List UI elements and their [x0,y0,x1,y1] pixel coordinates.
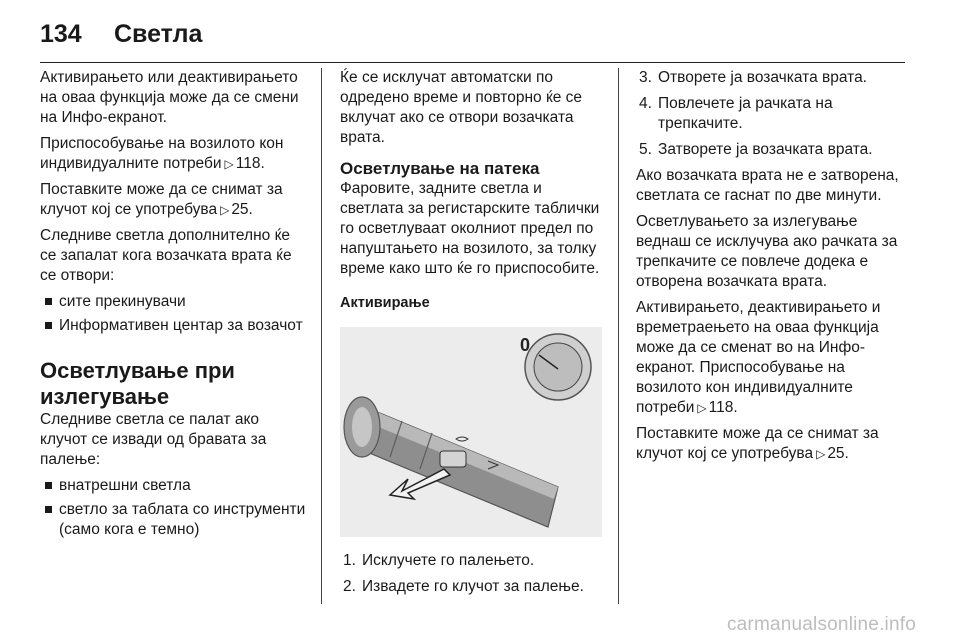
list-item: 1. Исклучете го палењето. [343,552,535,569]
bullet-square-icon [45,298,52,305]
page-ref-arrow-icon: ▷ [697,401,707,415]
bullet-square-icon [45,482,52,489]
lever-knob-face [352,407,372,447]
list-item: Информативен центар за возачот [40,316,308,336]
page-ref-arrow-icon: ▷ [220,203,230,217]
figure-label: 0 [520,335,531,355]
bullet-square-icon [45,322,52,329]
subsection-heading: Активирање [340,295,430,311]
paragraph: Фаровите, задните светла и светлата за регистарските таблички го осветлуваат околниот предел по напуштањето на возилото, за толку време како што ќе го приспособите. [340,180,600,277]
zoom-inset-inner [534,343,582,391]
page-number: 134 [40,20,82,48]
page-header [40,14,905,63]
column-divider-2 [618,68,619,604]
paragraph: Ако возачката врата не е затворена, светлата се гаснат по две минути. [636,167,899,204]
list-item: 4. Повлечете ја рачката на трепкачите. [639,95,833,132]
paragraph-with-ref: Активирањето, деактивирањето и времетраењето на оваа функција може да се сменат во на Инфо-екранот. Приспособување на возилото кон индивидуалните потреби ▷ 118. [636,299,881,416]
paragraph: Следниве светла дополнително ќе се запалат кога возачката врата ќе се отвори: [40,227,292,284]
bullet-list [40,292,308,336]
list-item: светло за таблата со инструменти (само кога е темно) [40,500,308,540]
list-item: внатрешни светла [40,476,308,496]
column-divider-1 [321,68,322,604]
section-heading: Осветлување при излегување [40,358,235,409]
page-ref-link[interactable]: 118. [708,399,738,416]
paragraph: Ќе се исклучат автоматски по одредено време и повторно ќе се вклучат ако се отвори возачката врата. [340,69,583,146]
bullet-list [40,476,308,540]
stalk-illustration [340,327,602,537]
page-ref-link[interactable]: 25. [231,201,253,218]
paragraph-with-ref: Поставките може да се снимат за клучот кој се употребува ▷ 25. [636,425,879,462]
paragraph: Осветлувањето за излегување веднаш се исклучува ако рачката за трепкачите се повлече додека е отворена возачката врата. [636,213,898,290]
section-title: Светла [114,20,203,48]
column-3 [636,68,908,470]
section-heading: Осветлување на патека [340,159,540,178]
page-ref-link[interactable]: 118. [235,155,265,172]
paragraph: Следниве светла се палат ако клучот се извади од бравата за палење: [40,411,267,468]
column-2 [340,68,608,603]
lever-button [440,451,466,467]
list-item: 5. Затворете ја возачката врата. [639,141,873,158]
page-ref-arrow-icon: ▷ [816,447,826,461]
paragraph-with-ref: Поставките може да се снимат за клучот кој се употребува ▷ 25. [40,181,283,218]
paragraph: Активирањето или деактивирањето на оваа функција може да се смени на Инфо-екранот. [40,69,299,126]
page-ref-link[interactable]: 25. [827,445,849,462]
column-1 [40,68,308,546]
watermark[interactable]: carmanualsonline.info [726,614,916,635]
list-item: 3. Отворете ја возачката врата. [639,69,867,86]
list-item: сите прекинувачи [40,292,308,312]
numbered-steps [636,68,908,160]
numbered-steps [340,551,608,597]
paragraph-with-ref: Приспособување на возилото кон индивидуалните потреби ▷ 118. [40,135,284,172]
list-item: 2. Извадете го клучот за палење. [343,578,584,595]
bullet-square-icon [45,506,52,513]
page-ref-arrow-icon: ▷ [224,157,234,171]
